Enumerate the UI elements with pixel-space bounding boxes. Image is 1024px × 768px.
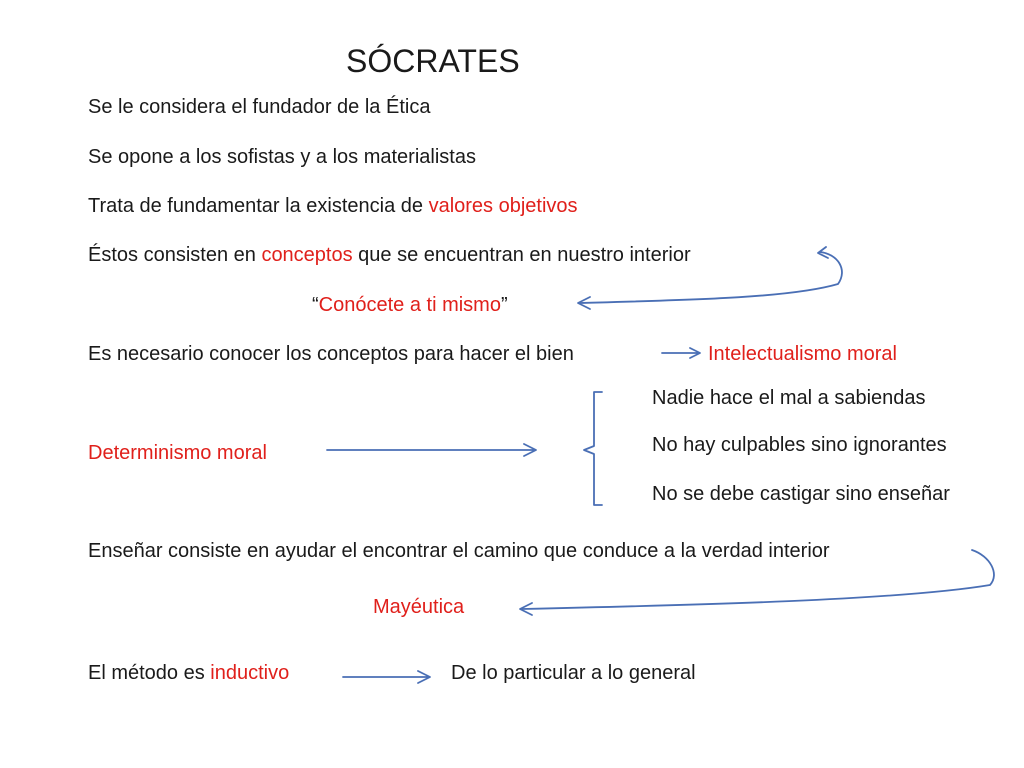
bullet-culpables: No hay culpables sino ignorantes [652,434,947,456]
line-ensenar: Enseñar consiste en ayudar el encontrar el camino que conduce a la verdad interior [88,540,830,562]
line-conceptos [88,243,691,267]
valores-objetivos-highlight: valores objetivos [428,195,578,217]
page-title: SÓCRATES [346,43,520,79]
line-valores [88,194,578,218]
mayeutica: Mayéutica [373,596,465,618]
bullets-bracket [584,392,602,505]
determinismo-arrow [327,444,536,456]
particular-general: De lo particular a lo general [451,662,696,684]
line-metodo [88,661,289,685]
quote-close: ” [500,294,508,316]
line-valores-text: Trata de fundamentar la existencia de [88,195,429,217]
quote-open: “ [312,294,319,316]
line-conocer-bien: Es necesario conocer los conceptos para hacer el bien [88,343,574,365]
line-conceptos-pre: Éstos consisten en [88,244,262,266]
intelectualismo-arrow [662,348,700,358]
determinismo-moral: Determinismo moral [88,442,267,464]
conocete-quote [312,293,508,317]
inductivo-highlight: inductivo [210,662,290,684]
line-fundador: Se le considera el fundador de la Ética [88,96,431,118]
line-metodo-pre: El método es [88,662,211,684]
inductivo-arrow [343,671,430,683]
conceptos-highlight: conceptos [261,244,353,266]
conocete-highlight: Conócete a ti mismo [318,294,501,316]
bullet-nadie: Nadie hace el mal a sabiendas [652,387,926,409]
intelectualismo-moral: Intelectualismo moral [708,343,897,365]
line-conceptos-post: que se encuentran en nuestro interior [352,244,691,266]
bullet-castigar: No se debe castigar sino enseñar [652,483,950,505]
line-sofistas: Se opone a los sofistas y a los materialistas [88,146,476,168]
